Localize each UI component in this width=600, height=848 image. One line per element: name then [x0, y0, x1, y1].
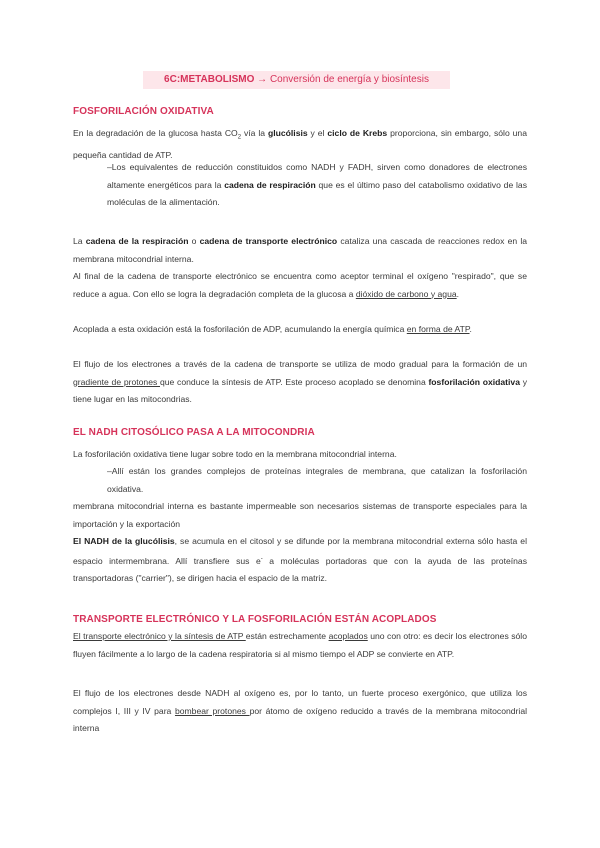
paragraph: La fosforilación oxidativa tiene lugar sobre todo en la membrana mitocondrial interna.: [73, 449, 397, 459]
title-subtitle: → Conversión de energía y biosíntesis: [254, 74, 429, 85]
paragraph: El flujo de los electrones a través de la cadena de transporte se utiliza de modo gradual para la formación de un gradiente de protones que conduce la síntesis de ATP. Este proceso acoplado se denomina fosforilación oxidativa y tiene lugar en las mitocondrias.: [73, 359, 527, 405]
paragraph: Al final de la cadena de transporte electrónico se encuentra como aceptor terminal el oxígeno "respirado", que se reduce a agua. Con ello se logra la degradación completa de la glucosa a dióxido de carbono y agua.: [73, 271, 527, 299]
section-heading-transporte: TRANSPORTE ELECTRÓNICO Y LA FOSFORILACIÓN ESTÁN ACOPLADOS: [73, 614, 437, 625]
section-heading-fosforilacion: FOSFORILACIÓN OXIDATIVA: [73, 106, 214, 117]
paragraph: En la degradación de la glucosa hasta $CO_2$ vía la glucólisis y el ciclo de Krebs proporciona, sin embargo, sólo una pequeña cantidad de ATP.: [73, 128, 527, 161]
paragraph: La cadena de la respiración o cadena de transporte electrónico cataliza una cascada de reacciones redox en la membrana mitocondrial interna.: [73, 236, 528, 264]
paragraph: El transporte electrónico y la síntesis de ATP están estrechamente acoplados uno con otro: es decir los electrones sólo fluyen fácilmente a lo largo de la cadena respiratoria si al mismo tiempo el ADP se convierte en ATP.: [73, 631, 527, 659]
paragraph: El flujo de los electrones desde NADH al oxígeno es, por lo tanto, un fuerte proceso exergónico, que utiliza los complejos I, III y IV para bombear protones por átomo de oxígeno reducido a través de la membrana mitocondrial interna: [73, 688, 528, 734]
paragraph: membrana mitocondrial interna es bastante impermeable son necesarios sistemas de transporte especiales para la importación y la exportación: [73, 501, 527, 529]
page-title: [143, 71, 450, 89]
title-main: 6C:METABOLISMO: [164, 74, 255, 85]
section-heading-nadh: EL NADH CITOSÓLICO PASA A LA MITOCONDRIA: [73, 427, 315, 438]
paragraph-indented: –Allí están los grandes complejos de proteínas integrales de membrana, que catalizan la fosforilación oxidativa.: [107, 466, 527, 494]
paragraph: Acoplada a esta oxidación está la fosforilación de ADP, acumulando la energía química en forma de ATP.: [73, 324, 472, 334]
paragraph-indented: –Los equivalentes de reducción constituidos como NADH y FADH, sirven como donadores de electrones altamente energéticos para la cadena de respiración que es el último paso del catabolismo oxidativo de las moléculas de la alimentación.: [107, 162, 527, 208]
paragraph: El NADH de la glucólisis, se acumula en el citosol y se difunde por la membrana mitocondrial externa sólo hasta el espacio intermembrana. Allí transfiere sus e- a moléculas portadoras que con la ayuda de las proteínas transportadoras ("carrier"), se dirigen hacia el espacio de la matriz.: [73, 536, 527, 584]
